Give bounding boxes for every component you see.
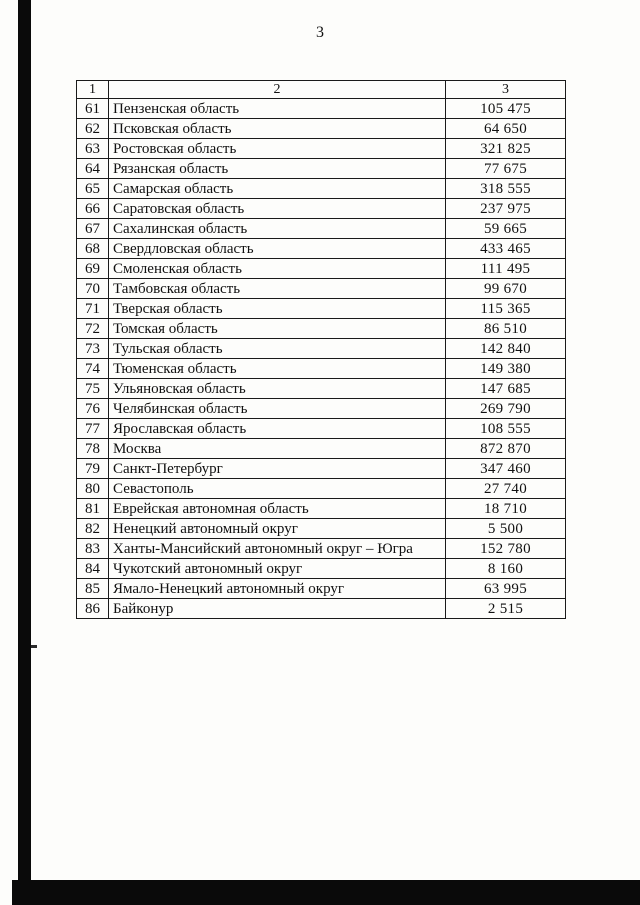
region-name-cell: Севастополь (109, 479, 446, 499)
row-number-cell: 86 (77, 599, 109, 619)
table-row (77, 299, 566, 319)
region-value-cell: 18 710 (446, 499, 566, 519)
table-row (77, 279, 566, 299)
region-name-cell: Сахалинская область (109, 219, 446, 239)
region-value-cell: 59 665 (446, 219, 566, 239)
table-row (77, 359, 566, 379)
row-number-cell: 85 (77, 579, 109, 599)
scan-artifact-mark (31, 645, 37, 648)
region-name-cell: Ярославская область (109, 419, 446, 439)
region-name-cell: Тюменская область (109, 359, 446, 379)
region-value-cell: 111 495 (446, 259, 566, 279)
region-value-cell: 105 475 (446, 99, 566, 119)
table-row (77, 539, 566, 559)
region-value-cell: 86 510 (446, 319, 566, 339)
table-row (77, 99, 566, 119)
region-name-cell: Челябинская область (109, 399, 446, 419)
region-value-cell: 2 515 (446, 599, 566, 619)
region-name-cell: Томская область (109, 319, 446, 339)
table-row (77, 119, 566, 139)
region-value-cell: 64 650 (446, 119, 566, 139)
region-value-cell: 77 675 (446, 159, 566, 179)
region-value-cell: 63 995 (446, 579, 566, 599)
table-row (77, 579, 566, 599)
region-value-cell: 318 555 (446, 179, 566, 199)
row-number-cell: 78 (77, 439, 109, 459)
region-name-cell: Ямало-Ненецкий автономный округ (109, 579, 446, 599)
region-value-cell: 269 790 (446, 399, 566, 419)
row-number-cell: 74 (77, 359, 109, 379)
row-number-cell: 82 (77, 519, 109, 539)
region-name-cell: Самарская область (109, 179, 446, 199)
region-name-cell: Москва (109, 439, 446, 459)
region-name-cell: Рязанская область (109, 159, 446, 179)
region-name-cell: Свердловская область (109, 239, 446, 259)
row-number-cell: 71 (77, 299, 109, 319)
table-row (77, 499, 566, 519)
table-row (77, 199, 566, 219)
region-value-cell: 872 870 (446, 439, 566, 459)
region-value-cell: 27 740 (446, 479, 566, 499)
row-number-cell: 72 (77, 319, 109, 339)
regions-table (76, 80, 566, 619)
region-value-cell: 142 840 (446, 339, 566, 359)
region-value-cell: 347 460 (446, 459, 566, 479)
row-number-cell: 80 (77, 479, 109, 499)
region-name-cell: Еврейская автономная область (109, 499, 446, 519)
region-name-cell: Чукотский автономный округ (109, 559, 446, 579)
row-number-cell: 77 (77, 419, 109, 439)
region-value-cell: 115 365 (446, 299, 566, 319)
table-row (77, 459, 566, 479)
row-number-cell: 70 (77, 279, 109, 299)
region-name-cell: Ульяновская область (109, 379, 446, 399)
region-value-cell: 108 555 (446, 419, 566, 439)
scan-artifact-left-edge (18, 0, 31, 905)
row-number-cell: 61 (77, 99, 109, 119)
row-number-cell: 79 (77, 459, 109, 479)
row-number-cell: 75 (77, 379, 109, 399)
region-value-cell: 99 670 (446, 279, 566, 299)
row-number-cell: 67 (77, 219, 109, 239)
table-row (77, 339, 566, 359)
table-row (77, 399, 566, 419)
region-value-cell: 433 465 (446, 239, 566, 259)
table-row (77, 519, 566, 539)
row-number-cell: 65 (77, 179, 109, 199)
table-row (77, 219, 566, 239)
region-name-cell: Тверская область (109, 299, 446, 319)
table-row (77, 319, 566, 339)
region-name-cell: Ростовская область (109, 139, 446, 159)
region-name-cell: Тульская область (109, 339, 446, 359)
table-row (77, 439, 566, 459)
region-name-cell: Смоленская область (109, 259, 446, 279)
column-header: 3 (446, 81, 566, 99)
region-value-cell: 5 500 (446, 519, 566, 539)
row-number-cell: 73 (77, 339, 109, 359)
column-header: 2 (109, 81, 446, 99)
row-number-cell: 81 (77, 499, 109, 519)
row-number-cell: 64 (77, 159, 109, 179)
region-value-cell: 152 780 (446, 539, 566, 559)
table-row (77, 379, 566, 399)
table-row (77, 159, 566, 179)
region-name-cell: Байконур (109, 599, 446, 619)
table-row (77, 139, 566, 159)
region-name-cell: Псковская область (109, 119, 446, 139)
row-number-cell: 68 (77, 239, 109, 259)
table-row (77, 559, 566, 579)
table-row (77, 479, 566, 499)
table-row (77, 179, 566, 199)
region-value-cell: 149 380 (446, 359, 566, 379)
table-header-row (77, 81, 566, 99)
region-value-cell: 237 975 (446, 199, 566, 219)
row-number-cell: 84 (77, 559, 109, 579)
region-name-cell: Пензенская область (109, 99, 446, 119)
row-number-cell: 63 (77, 139, 109, 159)
region-name-cell: Санкт-Петербург (109, 459, 446, 479)
region-value-cell: 321 825 (446, 139, 566, 159)
scan-artifact-bottom-edge (12, 880, 640, 905)
table-row (77, 599, 566, 619)
page-number: 3 (316, 24, 324, 41)
row-number-cell: 66 (77, 199, 109, 219)
region-name-cell: Ханты-Мансийский автономный округ – Югра (109, 539, 446, 559)
row-number-cell: 69 (77, 259, 109, 279)
column-header: 1 (77, 81, 109, 99)
row-number-cell: 62 (77, 119, 109, 139)
table-row (77, 419, 566, 439)
table-row (77, 259, 566, 279)
region-name-cell: Саратовская область (109, 199, 446, 219)
region-value-cell: 8 160 (446, 559, 566, 579)
row-number-cell: 76 (77, 399, 109, 419)
region-name-cell: Тамбовская область (109, 279, 446, 299)
region-name-cell: Ненецкий автономный округ (109, 519, 446, 539)
region-value-cell: 147 685 (446, 379, 566, 399)
table-row (77, 239, 566, 259)
row-number-cell: 83 (77, 539, 109, 559)
